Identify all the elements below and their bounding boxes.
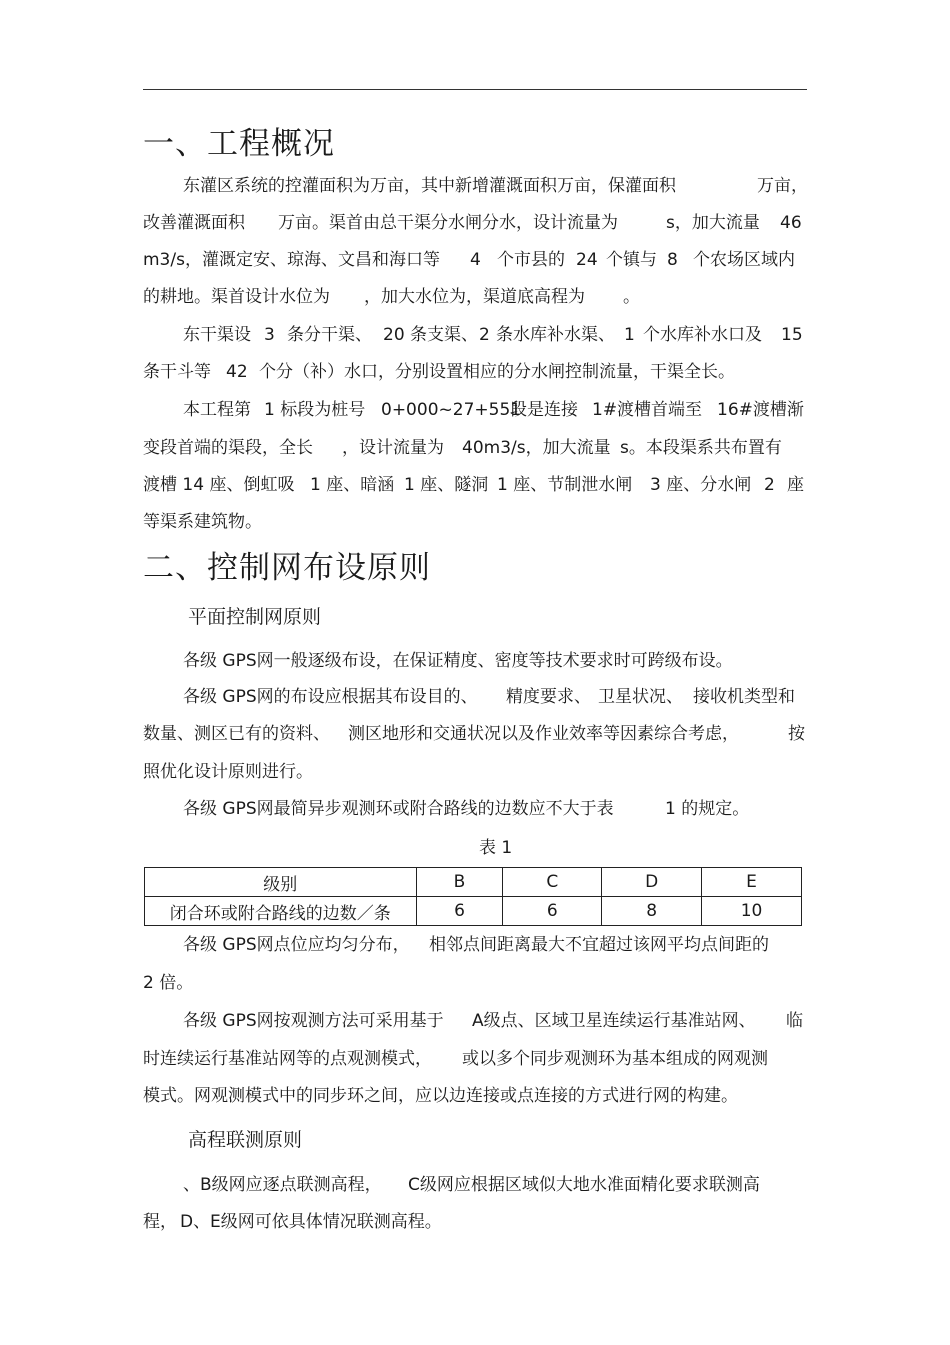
paragraph-line: 条支渠、: [410, 325, 478, 345]
paragraph-line: 个镇与: [606, 250, 657, 270]
paragraph-line: 1 座、节制泄水闸: [497, 475, 633, 495]
paragraph-line: 20: [383, 325, 405, 345]
table-cell: 6: [503, 897, 602, 926]
paragraph-line: 渡槽 14 座、倒虹吸: [143, 475, 295, 495]
paragraph-line: 2 倍。: [143, 973, 194, 993]
table-cell: D: [602, 868, 702, 897]
paragraph-line: 万亩。渠首由总干渠分水闸分水，设计流量为: [278, 213, 618, 233]
paragraph-line: ，加大水位为，渠道底高程为: [364, 287, 585, 307]
table-cell: 级别: [145, 868, 417, 897]
paragraph-line: 或以多个同步观测环为基本组成的网观测: [462, 1049, 768, 1069]
paragraph-line: 数量、测区已有的资料、: [143, 724, 330, 744]
paragraph-line: 。: [623, 287, 640, 307]
paragraph-line: D、: [180, 1212, 211, 1232]
paragraph-line: 接收机类型和: [693, 687, 795, 707]
paragraph-line: 按: [788, 724, 805, 744]
paragraph-line: 座: [787, 475, 804, 495]
paragraph-line: 42: [226, 362, 248, 382]
paragraph-line: 等渠系建筑物。: [143, 512, 262, 532]
paragraph-line: 模式。网观测模式中的同步环之间，应以边连接或点连接的方式进行网的构建。: [143, 1086, 738, 1106]
paragraph-line: 变段首端的渠段，全长: [143, 438, 313, 458]
paragraph-line: 东灌区系统的控灌面积为万亩，其中新增灌溉面积万亩，保灌面积: [183, 176, 676, 196]
paragraph-line: 本工程第: [183, 400, 251, 420]
table-cell: E: [702, 868, 802, 897]
paragraph-line: 各级 GPS网最简异步观测环或附合路线的边数应不大于表: [183, 799, 614, 819]
paragraph-line: ，设计流量为: [342, 438, 444, 458]
paragraph-line: 测区地形和交通状况以及作业效率等因素综合考虑，: [348, 724, 739, 744]
paragraph-line: s。本段渠系共布置有: [620, 438, 782, 458]
paragraph-line: 各级 GPS网一般逐级布设，在保证精度、密度等技术要求时可跨级布设。: [183, 651, 733, 671]
paragraph-line: E级网可依具体情况联测高程。: [210, 1212, 442, 1232]
paragraph-line: 时连续运行基准站网等的点观测模式，: [143, 1049, 432, 1069]
paragraph-line: 4: [470, 250, 481, 270]
table-cell: B: [416, 868, 503, 897]
header-rule: [143, 89, 807, 90]
subheading-elevation: 高程联测原则: [188, 1129, 303, 1151]
section-heading-2: 二、控制网布设原则: [143, 550, 431, 586]
paragraph-line: 条分干渠、: [287, 325, 372, 345]
paragraph-line: 0+000~27+551: [381, 400, 522, 420]
paragraph-line: 各级 GPS网点位应均匀分布，: [183, 935, 410, 955]
section-heading-1: 一、工程概况: [143, 126, 335, 162]
paragraph-line: 程，: [143, 1212, 177, 1232]
paragraph-line: 40m3/s，加大流量: [462, 438, 611, 458]
paragraph-line: s，加大流量: [666, 213, 760, 233]
table-cell: 闭合环或附合路线的边数／条: [145, 897, 417, 926]
paragraph-line: 照优化设计原则进行。: [143, 762, 313, 782]
paragraph-line: 改善灌溉面积: [143, 213, 245, 233]
paragraph-line: 1 标段为桩号: [264, 400, 366, 420]
table-cell: C: [503, 868, 602, 897]
table-cell: 10: [702, 897, 802, 926]
paragraph-line: m3/s，灌溉定安、琼海、文昌和海口等: [143, 250, 440, 270]
paragraph-line: 、B级网应逐点联测高程，: [183, 1175, 382, 1195]
paragraph-line: 各级 GPS网按观测方法可采用基于: [183, 1011, 444, 1031]
paragraph-line: 东干渠设: [183, 325, 251, 345]
paragraph-line: 2: [764, 475, 775, 495]
paragraph-line: 3 座、分水闸: [650, 475, 752, 495]
paragraph-line: 条干斗等: [143, 362, 211, 382]
paragraph-line: 卫星状况、: [598, 687, 683, 707]
paragraph-line: 条水库补水渠、: [496, 325, 615, 345]
paragraph-line: 个分（补）水口，分别设置相应的分水闸控制流量，干渠全长。: [259, 362, 735, 382]
paragraph-line: 3: [264, 325, 275, 345]
paragraph-line: 1 座、隧洞: [404, 475, 489, 495]
paragraph-line: 临: [786, 1011, 803, 1031]
paragraph-line: 1 座、暗涵: [310, 475, 395, 495]
paragraph-line: 个水库补水口及: [643, 325, 762, 345]
table-row: [145, 897, 802, 926]
paragraph-line: 精度要求、: [506, 687, 591, 707]
paragraph-line: 15: [781, 325, 803, 345]
table-cell: 8: [602, 897, 702, 926]
subheading-plane-control: 平面控制网原则: [188, 606, 322, 628]
table-edge-limits: [144, 867, 802, 926]
paragraph-line: A级点、区域卫星连续运行基准站网、: [472, 1011, 756, 1031]
paragraph-line: C级网应根据区域似大地水准面精化要求联测高: [408, 1175, 760, 1195]
paragraph-line: 2: [479, 325, 490, 345]
paragraph-line: 相邻点间距离最大不宜超过该网平均点间距的: [429, 935, 769, 955]
paragraph-line: 24: [576, 250, 598, 270]
paragraph-line: 个农场区域内: [693, 250, 795, 270]
paragraph-line: 万亩，: [757, 176, 808, 196]
paragraph-line: 46: [780, 213, 802, 233]
paragraph-line: 1#渡槽首端至: [592, 400, 703, 420]
table-cell: 6: [416, 897, 503, 926]
paragraph-line: 1: [624, 325, 635, 345]
paragraph-line: 各级 GPS网的布设应根据其布设目的、: [183, 687, 478, 707]
paragraph-line: 16#渡槽渐: [717, 400, 804, 420]
table-caption: 表 1: [479, 838, 513, 858]
paragraph-line: 个市县的: [497, 250, 565, 270]
paragraph-line: 1 的规定。: [665, 799, 750, 819]
table-header-row: [145, 868, 802, 897]
paragraph-line: 的耕地。渠首设计水位为: [143, 287, 330, 307]
paragraph-line: 8: [667, 250, 678, 270]
paragraph-line: 段是连接: [510, 400, 578, 420]
